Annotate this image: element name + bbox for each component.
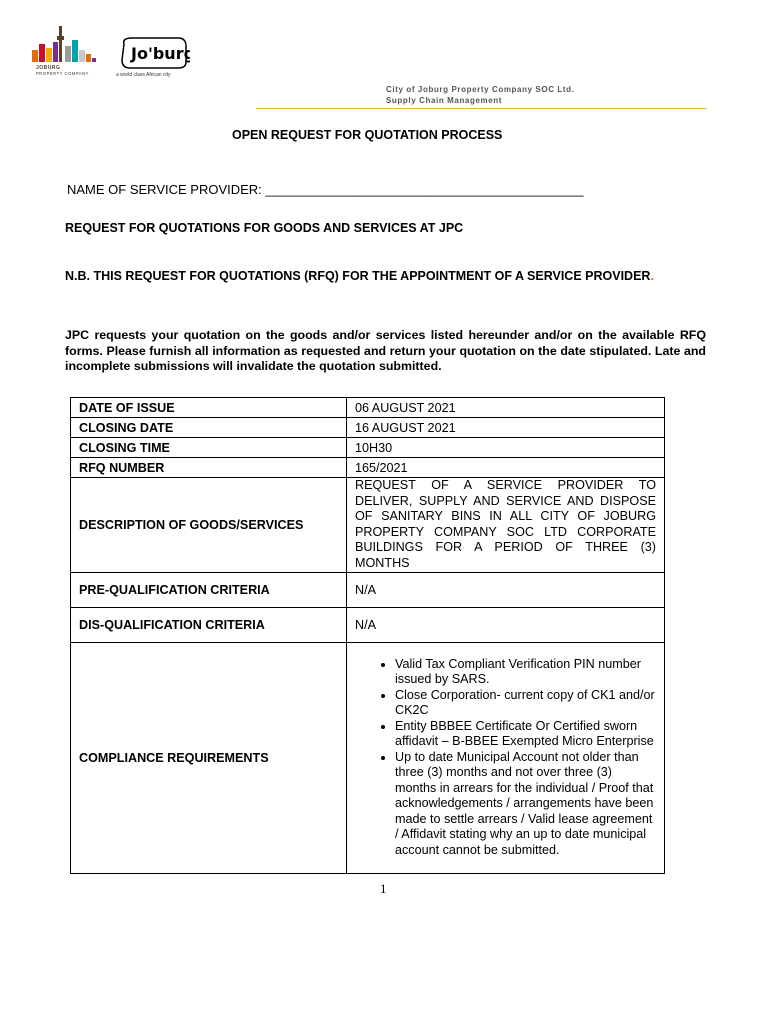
compliance-list (355, 657, 656, 859)
list-item: • Up to date Municipal Account not older than three (3) months and not over three (3) months in arrears for the individual / Proof that acknowledgements / arrangements have been made to settle arrears / Valid lease agreement / Affidavit stating why an up to date municipal account cannot be submitted. (395, 750, 656, 859)
table-row (71, 607, 665, 642)
department-name: Supply Chain Management (386, 96, 503, 105)
intro-paragraph: JPC requests your quotation on the goods and/or services listed hereunder and/or on the available RFQ forms. Please furnish all information as requested and return your quotation on the date stipulated. Late and incomplete submissions will invalidate the quotation submitted. (65, 328, 706, 373)
table-row (71, 438, 665, 458)
svg-text:Jo'burg: Jo'burg (131, 44, 190, 63)
rfq-heading: REQUEST FOR QUOTATIONS FOR GOODS AND SERVICES AT JPC (65, 221, 464, 235)
closing-time-value: 10H30 (347, 438, 665, 458)
description-label: DESCRIPTION OF GOODS/SERVICES (71, 478, 347, 573)
closing-date-value: 16 AUGUST 2021 (347, 418, 665, 438)
table-row (71, 642, 665, 873)
compliance-label: COMPLIANCE REQUIREMENTS (71, 642, 347, 873)
table-row (71, 458, 665, 478)
table-row (71, 478, 665, 573)
page-number: 1 (380, 881, 387, 896)
closing-date-label: CLOSING DATE (71, 418, 347, 438)
compliance-value (347, 642, 665, 873)
date-of-issue-value: 06 AUGUST 2021 (347, 398, 665, 418)
table-row (71, 418, 665, 438)
header-divider (256, 108, 707, 109)
joburg-logo (118, 36, 190, 70)
tagline: a world class African city (116, 72, 171, 78)
prequal-value: N/A (347, 572, 665, 607)
document-title: OPEN REQUEST FOR QUOTATION PROCESS (232, 128, 503, 142)
list-item: • Valid Tax Compliant Verification PIN number issued by SARS. (395, 657, 656, 688)
date-of-issue-label: DATE OF ISSUE (71, 398, 347, 418)
list-item: • Close Corporation- current copy of CK1 and/or CK2C (395, 688, 656, 719)
rfq-number-value: 165/2021 (347, 458, 665, 478)
table-row (71, 572, 665, 607)
table-row (71, 398, 665, 418)
disqual-label: DIS-QUALIFICATION CRITERIA (71, 607, 347, 642)
nb-notice: N.B. THIS REQUEST FOR QUOTATIONS (RFQ) FOR THE APPOINTMENT OF A SERVICE PROVIDER. (65, 269, 654, 283)
jpc-logo-text: JOBURG PROPERTY COMPANY (36, 65, 89, 76)
prequal-label: PRE-QUALIFICATION CRITERIA (71, 572, 347, 607)
company-info (386, 84, 574, 106)
description-value: REQUEST OF A SERVICE PROVIDER TO DELIVER, SUPPLY AND SERVICE AND DISPOSE OF SANITARY BINS IN ALL CITY OF JOBURG PROPERTY COMPANY SOC LTD CORPORATE BUILDINGS FOR A PERIOD OF THREE (3) MONTHS (347, 478, 665, 573)
service-provider-field: NAME OF SERVICE PROVIDER: ____________________________________________ (67, 182, 584, 197)
rfq-number-label: RFQ NUMBER (71, 458, 347, 478)
company-name: City of Joburg Property Company SOC Ltd. (386, 85, 575, 94)
list-item: • Entity BBBEE Certificate Or Certified sworn affidavit – B-BBEE Exempted Micro Enterprise (395, 719, 656, 750)
closing-time-label: CLOSING TIME (71, 438, 347, 458)
disqual-value: N/A (347, 607, 665, 642)
rfq-details-table (70, 397, 665, 874)
